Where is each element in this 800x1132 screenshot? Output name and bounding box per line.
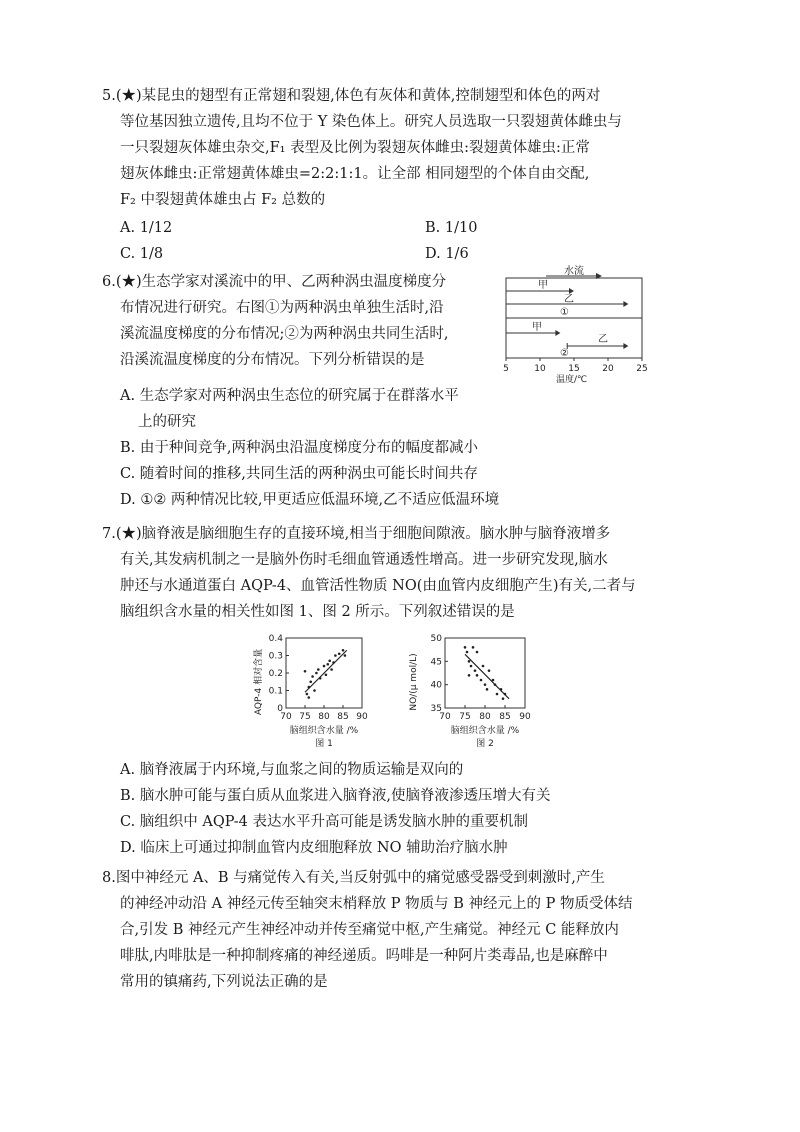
scatter-point — [484, 683, 487, 686]
scatter-point — [323, 665, 326, 668]
scatter-point — [502, 697, 505, 700]
y-tick-label: 0.4 — [268, 634, 283, 644]
scatter-point — [334, 654, 337, 657]
q8-line-1: 8.图中神经元 A、B 与痛觉传入有关,当反射弧中的痛觉感受器受到刺激时,产生 — [102, 870, 605, 886]
flow-label: 水流 — [564, 266, 584, 277]
y-tick-label: 40 — [430, 680, 442, 691]
fig1-ylabel: AQP-4 相对含量 — [254, 648, 264, 716]
scatter-point — [470, 665, 473, 668]
label-jia-together: 甲 — [532, 322, 542, 333]
q7-line-2: 有关,其发病机制之一是脑外伤时毛细血管通透性增高。进一步研究发现,脑水 — [120, 552, 608, 568]
fig2-caption: 图 2 — [476, 739, 494, 749]
q7-option-d: D. 临床上可通过抑制血管内皮细胞释放 NO 辅助治疗脑水肿 — [120, 840, 508, 856]
q5-line-4: 翅灰体雌虫:正常翅黄体雄虫=2:2:1:1。让全部 相同翅型的个体自由交配, — [120, 166, 590, 182]
q6-option-c: C. 随着时间的推移,共同生活的两种涡虫可能长时间共存 — [120, 466, 478, 482]
scatter-point — [315, 672, 318, 675]
x-tick-label: 75 — [459, 712, 471, 722]
scatter-point — [327, 663, 330, 666]
scatter-point — [313, 689, 316, 692]
scatter-point — [488, 669, 491, 672]
scatter-point — [306, 693, 309, 696]
q8-line-2: 的神经冲动沿 A 神经元传至轴突末梢释放 P 物质与 B 神经元上的 P 物质受体结 — [120, 896, 633, 912]
scatter-point — [304, 670, 307, 673]
plot-frame — [445, 638, 525, 708]
q7-figure-2 — [405, 630, 540, 755]
trend-line — [305, 650, 347, 692]
q6-option-a-cont: 上的研究 — [138, 414, 196, 430]
q6-line-4: 沿溪流温度梯度的分布情况。下列分析错误的是 — [120, 352, 425, 368]
q5-option-c: C. 1/8 — [120, 246, 164, 262]
q7-option-c: C. 脑组织中 AQP-4 表达水平升高可能是诱发脑水肿的重要机制 — [120, 814, 528, 830]
scatter-point — [496, 693, 499, 696]
y-tick-label: 0.3 — [268, 651, 283, 662]
q5-option-b: B. 1/10 — [425, 220, 478, 236]
scatter-point — [472, 646, 475, 649]
label-jia-alone: 甲 — [538, 280, 548, 291]
scatter-point — [309, 680, 312, 683]
fig1-caption: 图 1 — [315, 739, 333, 749]
scatter-point — [474, 669, 477, 672]
scatter-point — [330, 668, 333, 671]
scatter-point — [486, 688, 489, 691]
q6-line-3: 溪流温度梯度的分布情况;②为两种涡虫共同生活时, — [120, 326, 449, 342]
fig1-xlabel: 脑组织含水量 /% — [289, 726, 359, 736]
fig2-plot-area — [431, 634, 531, 722]
q6-line-1: 6.(★)生态学家对溪流中的甲、乙两种涡虫温度梯度分 — [102, 274, 447, 290]
scatter-point — [464, 646, 467, 649]
q8-line-5: 常用的镇痛药,下列说法正确的是 — [120, 974, 328, 990]
q5-option-d: D. 1/6 — [425, 246, 469, 262]
temp-tick-label: 10 — [534, 364, 546, 374]
x-tick-label: 80 — [318, 712, 330, 722]
fig1-plot-area — [269, 634, 368, 722]
q5-option-a: A. 1/12 — [120, 220, 173, 236]
arrowhead-jia-together — [555, 330, 560, 336]
arrowhead-yi-alone — [623, 301, 628, 307]
y-tick-label: 35 — [430, 704, 442, 714]
scatter-point — [325, 673, 328, 676]
scatter-point — [342, 649, 345, 652]
q7-option-b: B. 脑水肿可能与蛋白质从血浆进入脑脊液,使脑脊液渗透压增大有关 — [120, 788, 551, 804]
x-tick-label: 70 — [439, 712, 451, 722]
scatter-point — [480, 679, 483, 682]
q7-line-4: 脑组织含水量的相关性如图 1、图 2 所示。下列叙述错误的是 — [120, 604, 515, 620]
q6-option-b: B. 由于种间竞争,两种涡虫沿温度梯度分布的幅度都减小 — [120, 440, 478, 456]
y-tick-label: 0.2 — [268, 669, 283, 679]
q7-line-1: 7.(★)脑脊液是脑细胞生存的直接环境,相当于细胞间隙液。脑水肿与脑脊液增多 — [102, 526, 611, 542]
temp-tick-label: 20 — [602, 364, 614, 374]
y-tick-label: 0.1 — [268, 686, 283, 697]
fig2-ylabel: NO/(μ mol/L) — [409, 653, 419, 711]
q5-line-1: 5.(★)某昆虫的翅型有正常翅和裂翅,体色有灰体和黄体,控制翅型和体色的两对 — [102, 88, 601, 104]
x-tick-label: 75 — [299, 712, 311, 722]
scatter-point — [468, 660, 471, 663]
label-yi-together: 乙 — [598, 334, 608, 345]
scatter-point — [344, 654, 347, 657]
temperature-axis-label: 温度/℃ — [556, 375, 588, 385]
q5-line-2: 等位基因独立遗传,且均不位于 Y 染色体上。研究人员选取一只裂翅黄体雌虫与 — [120, 114, 622, 130]
fig2-xlabel: 脑组织含水量 /% — [450, 726, 520, 736]
scatter-point — [308, 696, 311, 699]
scatter-point — [338, 652, 341, 655]
label-yi-alone: 乙 — [564, 294, 574, 305]
x-tick-label: 70 — [280, 712, 292, 722]
label-section-2: ② — [560, 348, 569, 359]
q7-option-a: A. 脑脊液属于内环境,与血浆之间的物质运输是双向的 — [120, 762, 464, 778]
x-tick-label: 80 — [479, 712, 491, 722]
q5-line-5: F₂ 中裂翅黄体雄虫占 F₂ 总数的 — [120, 192, 326, 208]
x-tick-label: 90 — [519, 712, 531, 722]
y-tick-label: 45 — [430, 657, 442, 668]
scatter-point — [328, 659, 331, 662]
y-tick-label: 50 — [430, 634, 442, 644]
scatter-point — [466, 651, 469, 654]
x-tick-label: 85 — [337, 712, 349, 722]
temp-tick-label: 5 — [503, 364, 509, 374]
q8-line-3: 合,引发 B 神经元产生神经冲动并传至痛觉中枢,产生痛觉。神经元 C 能释放内 — [120, 922, 619, 938]
q8-line-4: 啡肽,内啡肽是一种抑制疼痛的神经递质。吗啡是一种阿片类毒品,也是麻醉中 — [120, 948, 608, 964]
q7-figure-1 — [250, 630, 380, 755]
arrowhead-yi-together — [623, 343, 628, 349]
temp-tick-label: 15 — [568, 364, 580, 374]
q6-option-d: D. ①② 两种情况比较,甲更适应低温环境,乙不适应低温环境 — [120, 492, 500, 508]
label-section-1: ① — [560, 307, 569, 318]
scatter-point — [476, 651, 479, 654]
q5-line-3: 一只裂翅灰体雄虫杂交,F₁ 表型及比例为裂翅灰体雌虫:裂翅黄体雄虫:正常 — [120, 140, 590, 156]
temp-tick-label: 25 — [636, 364, 648, 374]
scatter-point — [317, 668, 320, 671]
q7-line-3: 肿还与水通道蛋白 AQP-4、血管活性物质 NO(由血管内皮细胞产生)有关,二者与 — [120, 578, 636, 594]
q6-option-a: A. 生态学家对两种涡虫生态位的研究属于在群落水平 — [120, 388, 459, 404]
y-tick-label: 0 — [277, 704, 283, 714]
trend-line — [465, 654, 509, 698]
x-tick-label: 85 — [499, 712, 511, 722]
temperature-ticks — [503, 358, 648, 374]
q6-temperature-diagram — [496, 262, 666, 392]
x-tick-label: 90 — [356, 712, 368, 722]
scatter-point — [482, 665, 485, 668]
scatter-point — [476, 674, 479, 677]
q6-line-2: 布情况进行研究。右图①为两种涡虫单独生活时,沿 — [120, 300, 444, 316]
scatter-point — [311, 675, 314, 678]
scatter-point — [468, 674, 471, 677]
